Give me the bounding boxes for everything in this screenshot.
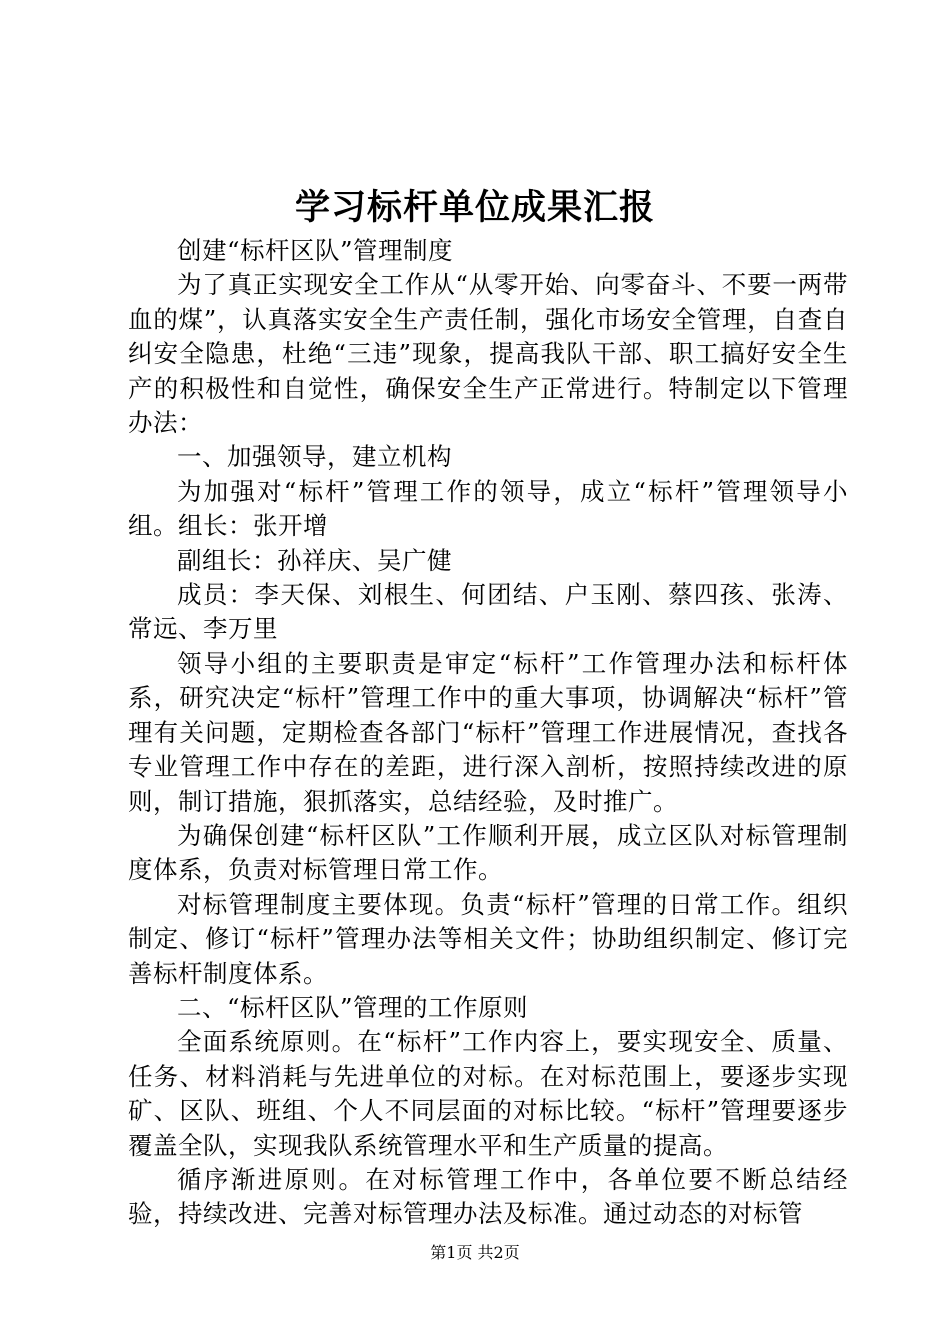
paragraph: 成员：李天保、刘根生、何团结、户玉刚、蔡四孩、张涛、常远、李万里 [128,580,848,644]
paragraph: 对标管理制度主要体现。负责“标杆”管理的日常工作。组织制定、修订“标杆”管理办法等相关文件；协助组织制定、修订完善标杆制度体系。 [128,889,848,988]
document-title: 学习标杆单位成果汇报 [294,187,655,228]
document-body [128,234,848,1232]
section-heading: 二、“标杆区队”管理的工作原则 [177,992,529,1022]
paragraph: 创建“标杆区队”管理制度 [177,236,454,265]
paragraph: 副组长：孙祥庆、吴广健 [177,545,452,575]
section-heading: 一、加强领导，建立机构 [177,442,452,472]
paragraph: 全面系统原则。在“标杆”工作内容上，要实现安全、质量、任务、材料消耗与先进单位的对标。在对标范围上，要逐步实现矿、区队、班组、个人不同层面的对标比较。“标杆”管理要逐步覆盖全队，实现我队系统管理水平和生产质量的提高。 [128,1027,848,1160]
paragraph: 循序渐进原则。在对标管理工作中，各单位要不断总结经验，持续改进、完善对标管理办法及标准。通过动态的对标管 [128,1164,848,1229]
paragraph: 为加强对“标杆”管理工作的领导，成立“标杆”管理领导小组。组长：张开增 [128,476,848,541]
paragraph: 为了真正实现安全工作从“从零开始、向零奋斗、不要一两带血的煤”，认真落实安全生产责任制，强化市场安全管理，自查自纠安全隐患，杜绝“三违”现象，提高我队干部、职工搞好安全生产的积极性和自觉性，确保安全生产正常进行。特制定以下管理办法： [128,270,848,438]
paragraph: 为确保创建“标杆区队”工作顺利开展，成立区队对标管理制度体系，负责对标管理日常工作。 [128,820,848,885]
page-number-footer: 第1页 共2页 [430,1243,520,1262]
paragraph: 领导小组的主要职责是审定“标杆”工作管理办法和标杆体系，研究决定“标杆”管理工作中的重大事项，协调解决“标杆”管理有关问题，定期检查各部门“标杆”管理工作进展情况，查找各专业管理工作中存在的差距，进行深入剖析，按照持续改进的原则，制订措施，狠抓落实，总结经验，及时推广。 [128,648,848,816]
